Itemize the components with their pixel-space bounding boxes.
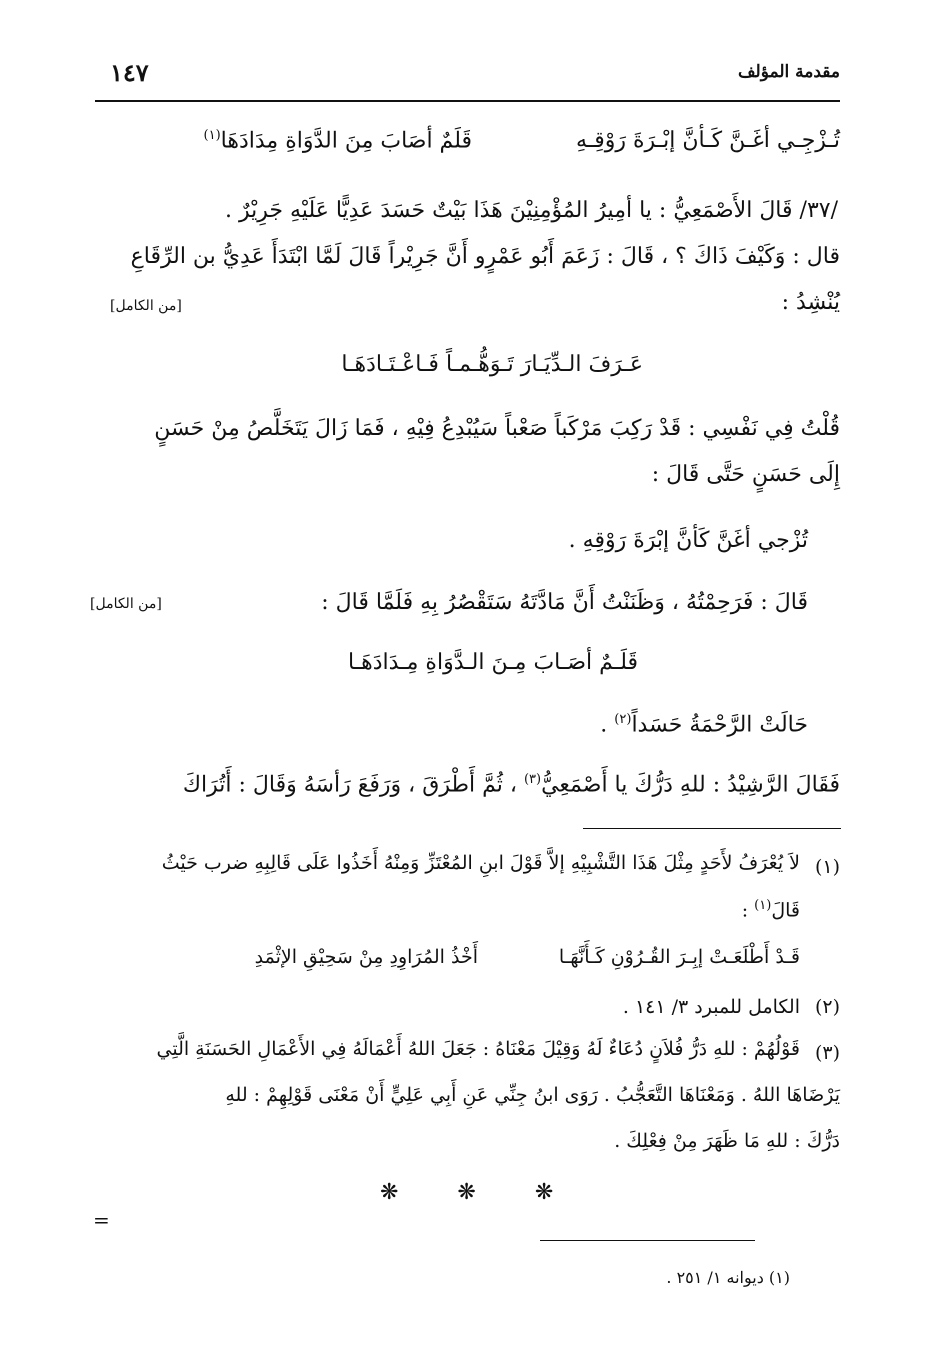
section-ornament: ❋ ❋ ❋ <box>380 1180 580 1205</box>
margin-mark: = <box>93 1208 110 1232</box>
body-line: قَالَ : فَرَحِمْتُهُ ، وَظَنَنْتُ أَنَّ مَادَّتَهُ سَتَقْصُرُ بِهِ فَلَمَّا قَالَ : <box>321 590 808 615</box>
footnote-ref[interactable]: (٢) <box>614 712 632 727</box>
verse-line: عَـرَفَ الـدِّيَـارَ تَـوَهُّـمـاً فَـاعْـتَـادَهَـا <box>341 352 643 377</box>
footnote-ref[interactable]: (١) <box>754 898 772 913</box>
verse-line: قَلَـمٌ أصَـابَ مِـنَ الـدَّوَاةِ مِـدَادَهَـا <box>348 650 638 675</box>
meter-note: [من الكامل] <box>90 596 162 612</box>
body-line: يُنْشِدُ : <box>781 290 840 315</box>
subnote-line: (١) ديوانه ١/ ٢٥١ . <box>666 1268 790 1287</box>
body-line: /٣٧/ قَالَ الأَصْمَعِيُّ : يا أمِيرُ المُؤْمِنِيْنَ هَذَا بَيْتٌ حَسَدَ عَدِيًّا عَلَيْهِ جَرِيْرٌ . <box>225 198 838 223</box>
header-rule <box>95 100 840 102</box>
footnote-rule <box>583 828 841 829</box>
hemistich-text: قَلَمٌ أصَابَ مِنَ الدَّوَاةِ مِدَادَهَا <box>220 128 472 154</box>
footnote-line: يَرْضَاهَا اللهُ . وَمَعْنَاهَا التَّعَجُّبُ . رَوَى ابنُ جِنِّي عَنِ أَبِي عَلِيٍّ أَنْ مَعْنَى قَوْلِهِمْ : للهِ <box>225 1084 840 1106</box>
footnote-verse-second: أَخْذُ المُرَاوِدِ مِنْ سَحِيْقِ الإثْمَدِ <box>254 946 478 968</box>
footnote-line <box>742 898 800 921</box>
footnote-number: (٣) <box>814 1042 840 1064</box>
footnote-ref[interactable]: (١) <box>203 128 221 143</box>
subnote-rule <box>540 1240 755 1241</box>
body-text: حَالَتْ الرَّحْمَةُ حَسَداً <box>631 712 808 738</box>
meter-note: [من الكامل] <box>110 298 182 314</box>
verse-line: تُزْجي أغَنَّ كَأنَّ إبْرَةَ رَوْقِهِ . <box>568 528 808 553</box>
body-text: . <box>600 712 615 738</box>
body-line <box>600 712 808 739</box>
page-number: ١٤٧ <box>110 58 149 87</box>
body-line: قال : وَكَيْفَ ذَاكَ ؟ ، قَالَ : زَعَمَ أَبُو عَمْرٍو أَنَّ جَرِيْراً قَالَ لَمَّا ابْتَدَأَ عَدِيُّ بن الرِّقَاعِ <box>130 244 840 269</box>
footnote-ref[interactable]: (٣) <box>523 772 542 787</box>
footnote-number: (٢) <box>814 996 840 1018</box>
footnote-line: الكامل للمبرد ٣/ ١٤١ . <box>622 996 800 1018</box>
footnote-line: قَوْلُهُمْ : للهِ دَرُّ فُلاَنٍ دُعَاءٌ لَهُ وَقِيْلَ مَعْنَاهُ : جَعَلَ اللهُ أَعْمَالَهُ فِي الأَعْمَالِ الحَسَنَةِ الَّتِي <box>156 1038 800 1060</box>
footnote-line: لاَ يُعْرَفُ لأَحَدٍ مِثْلَ هَذَا التَّشْبِيْهِ إلاَّ قَوْلَ ابنِ المُعْتَزِّ وَمِنْهُ أَخَذُوا عَلَى قَالِبِهِ ضرب حَيْثُ <box>161 852 800 874</box>
body-line: إِلَى حَسَنٍ حَتَّى قَالَ : <box>651 462 840 487</box>
body-text: فَقَالَ الرَّشِيْدُ : للهِ دَرُّكَ يا أَصْمَعِيُّ <box>541 772 840 798</box>
body-text: ، ثُمَّ أَطْرَقَ ، وَرَفَعَ رَأسَهُ وَقَالَ : أَتُرَاكَ <box>182 772 524 798</box>
running-header-title: مقدمة المؤلف <box>737 62 840 82</box>
hemistich-text: تُـزْجِـي أغَـنَّ كَـأنَّ إبْـرَةَ رَوْقِـهِ <box>576 128 840 153</box>
verse-1-first-hemistich <box>576 128 840 153</box>
body-line <box>183 772 840 799</box>
body-line: قُلْتُ فِي نَفْسِي : قَدْ رَكِبَ مَرْكَباً صَعْباً سَيُبْدِعُ فِيْهِ ، فَمَا زَالَ يَتَخَلَّصُ مِنْ حَسَنٍ <box>154 416 840 441</box>
verse-1-second-hemistich <box>204 128 472 153</box>
footnote-line: دَرُّكَ : للهِ مَا ظَهَرَ مِنْ فِعْلِكَ . <box>614 1130 840 1152</box>
footnote-text: : <box>741 899 755 922</box>
footnote-number: (١) <box>814 856 840 878</box>
footnote-text: قَالَ <box>771 899 800 922</box>
footnote-verse-first: قَـدْ أَطْلَعَـتْ إبِـرَ القُـرُوْنِ كَـأَنَّهَـا <box>558 946 800 968</box>
